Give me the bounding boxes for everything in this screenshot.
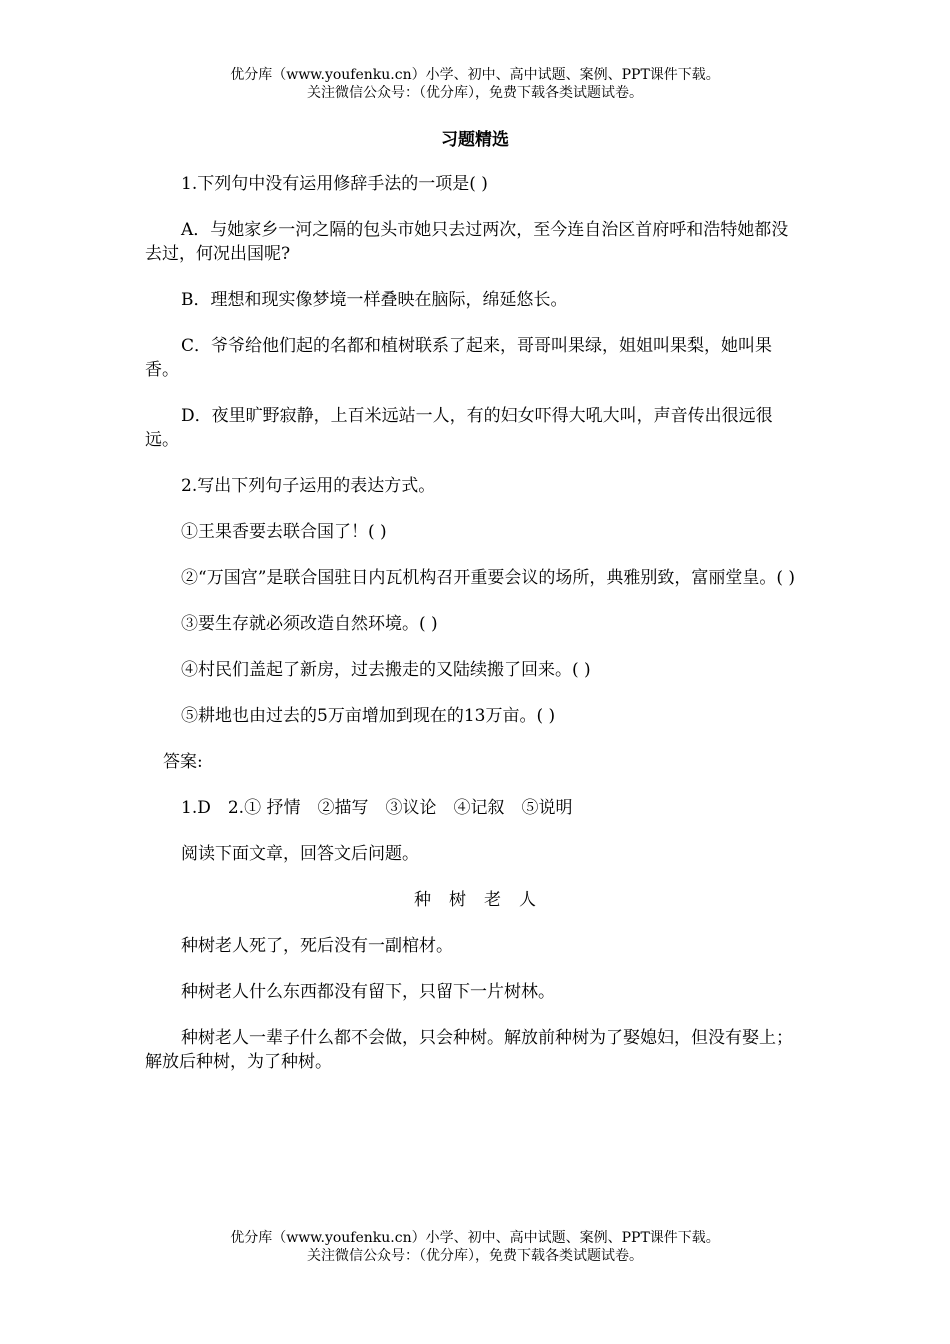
header-line-1: 优分库（www.youfenku.cn）小学、初中、高中试题、案例、PPT课件下载。	[230, 67, 720, 83]
sentence-1: ①王果香要去联合国了！( )	[181, 522, 387, 542]
story-title: 种树老人	[414, 890, 554, 910]
story-paragraph-3: 种树老人一辈子什么都不会做，只会种树。解放前种树为了娶媳妇，但没有娶上；解放后种树，为了种树。	[145, 1028, 793, 1072]
option-b: B．理想和现实像梦境一样叠映在脑际，绵延悠长。	[181, 290, 568, 310]
story-paragraph-1: 种树老人死了，死后没有一副棺材。	[181, 936, 453, 956]
question-1: 1.下列句中没有运用修辞手法的一项是( )	[181, 174, 488, 194]
page-header	[0, 66, 950, 102]
page-title: 习题精选	[441, 130, 509, 150]
footer-line-1: 优分库（www.youfenku.cn）小学、初中、高中试题、案例、PPT课件下载。	[230, 1230, 720, 1246]
sentence-3: ③要生存就必须改造自然环境。( )	[181, 614, 438, 634]
header-line-2: 关注微信公众号：（优分库），免费下载各类试题试卷。	[307, 85, 643, 101]
sentence-4: ④村民们盖起了新房，过去搬走的又陆续搬了回来。( )	[181, 660, 591, 680]
answer-label: 答案:	[163, 752, 203, 772]
footer-line-2: 关注微信公众号：（优分库），免费下载各类试题试卷。	[307, 1248, 643, 1264]
reading-intro: 阅读下面文章，回答文后问题。	[181, 844, 419, 864]
story-paragraph-2: 种树老人什么东西都没有留下，只留下一片树林。	[181, 982, 555, 1002]
page-footer	[0, 1229, 950, 1265]
sentence-2: ②“万国宫”是联合国驻日内瓦机构召开重要会议的场所，典雅别致，富丽堂皇。( )	[181, 568, 796, 588]
question-2: 2.写出下列句子运用的表达方式。	[181, 476, 436, 496]
sentence-5: ⑤耕地也由过去的5万亩增加到现在的13万亩。( )	[181, 706, 556, 726]
option-c: C．爷爷给他们起的名都和植树联系了起来，哥哥叫果绿，姐姐叫果梨，她叫果香。	[145, 336, 773, 380]
option-a: A．与她家乡一河之隔的包头市她只去过两次，至今连自治区首府呼和浩特她都没去过，何况出国呢?	[145, 220, 789, 264]
document-body	[145, 120, 805, 1074]
answer-text: 1.D 2.① 抒情 ②描写 ③议论 ④记叙 ⑤说明	[181, 798, 573, 818]
option-d: D．夜里旷野寂静，上百米远站一人，有的妇女吓得大吼大叫，声音传出很远很远。	[145, 406, 773, 450]
